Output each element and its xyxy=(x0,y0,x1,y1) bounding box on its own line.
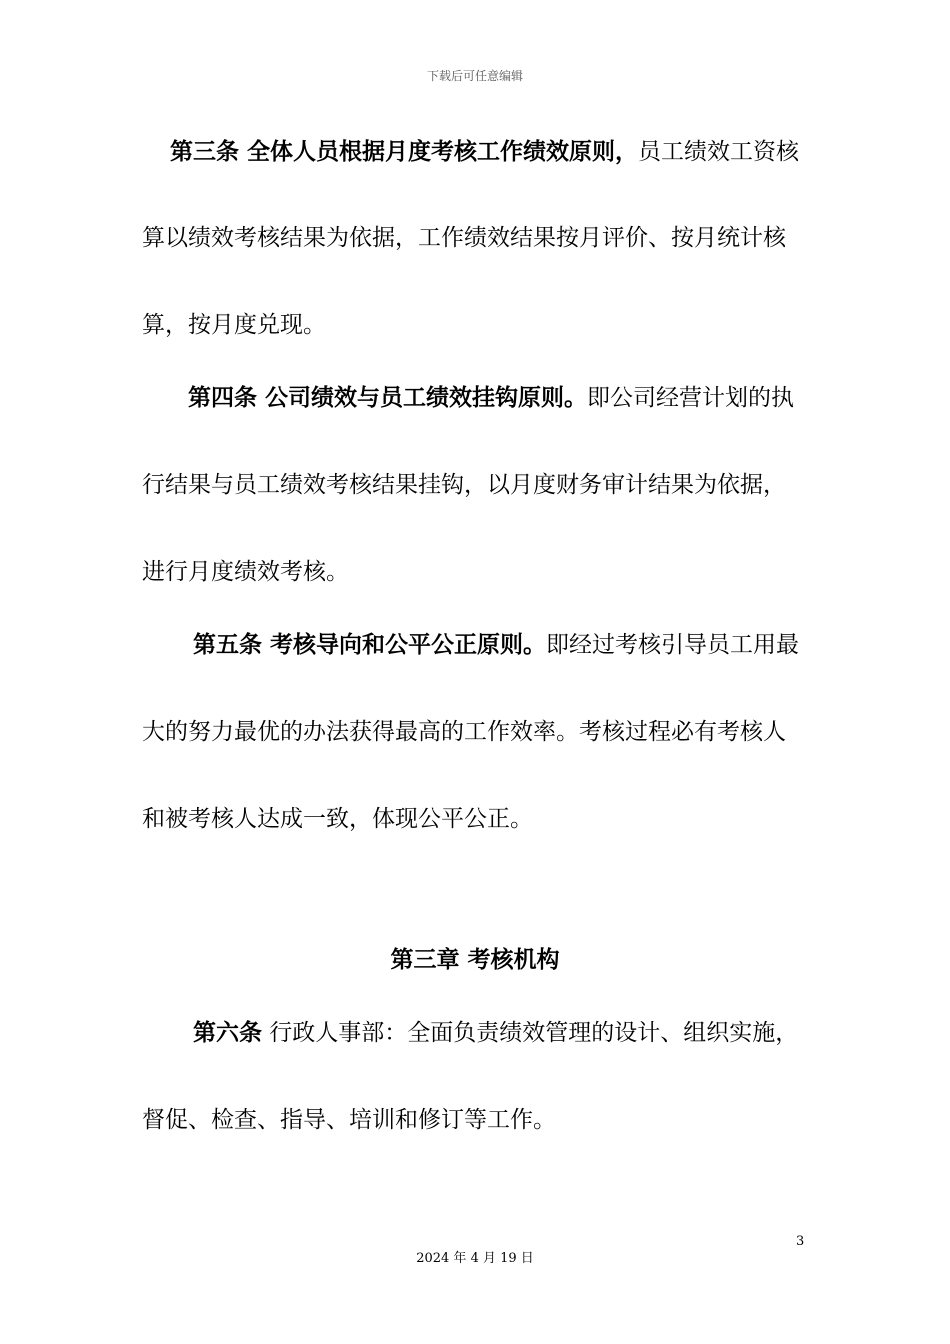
article-6-text-1: 行政人事部：全面负责绩效管理的设计、组织实施， xyxy=(262,1020,799,1046)
article-6-line-1 xyxy=(142,1018,873,1048)
article-4-text-1: 即公司经营计划的执 xyxy=(587,385,795,411)
article-3-text-1: 员工绩效工资核 xyxy=(638,139,800,165)
article-3-title: 第三条 全体人员根据月度考核工作绩效原则， xyxy=(170,139,639,165)
article-4-title: 第四条 公司绩效与员工绩效挂钩原则。 xyxy=(188,385,588,411)
page-number: 3 xyxy=(796,1234,805,1249)
article-4-line-1 xyxy=(142,383,868,413)
article-6-title: 第六条 xyxy=(193,1020,262,1046)
chapter-title: 第三章 考核机构 xyxy=(390,947,560,973)
header-note: 下载后可任意编辑 xyxy=(426,69,523,83)
article-4-line-3: 进行月度绩效考核。 xyxy=(142,559,349,585)
article-5-line-2: 大的努力最优的办法获得最高的工作效率。考核过程必有考核人 xyxy=(142,719,786,745)
article-6-line-2: 督促、检查、指导、培训和修订等工作。 xyxy=(142,1107,556,1133)
article-3-line-3: 算，按月度兑现。 xyxy=(142,312,326,338)
article-4-line-2: 行结果与员工绩效考核结果挂钩，以月度财务审计结果为依据， xyxy=(142,472,786,498)
article-5-line-3: 和被考核人达成一致，体现公平公正。 xyxy=(142,806,533,832)
article-5-title: 第五条 考核导向和公平公正原则。 xyxy=(193,632,547,658)
article-5-line-1 xyxy=(142,630,873,660)
article-5-text-1: 即经过考核引导员工用最 xyxy=(546,632,800,658)
article-3-line-2: 算以绩效考核结果为依据，工作绩效结果按月评价、按月统计核 xyxy=(142,225,786,251)
article-3-line-1 xyxy=(142,137,850,167)
footer-date: 2024 年 4 月 19 日 xyxy=(416,1251,534,1266)
